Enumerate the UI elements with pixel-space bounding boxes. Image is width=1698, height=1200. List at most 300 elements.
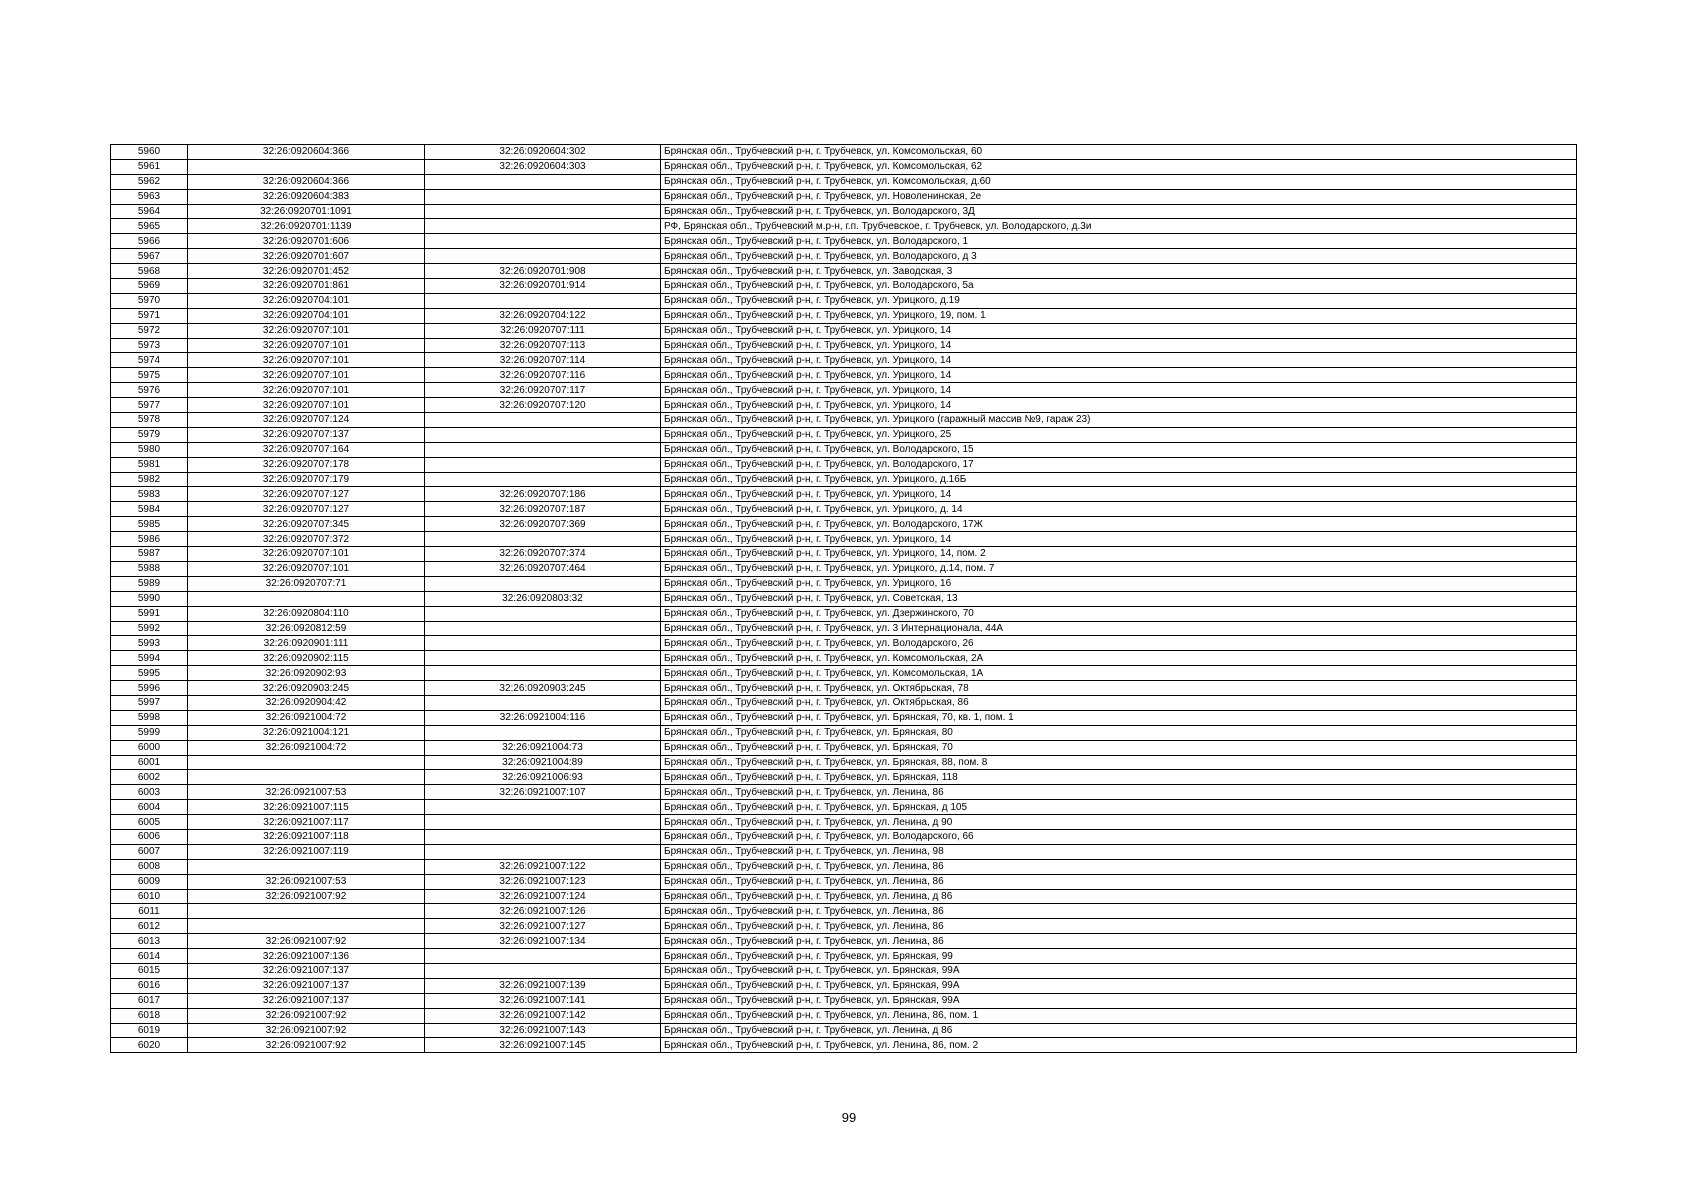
cadastral-number-land-cell: 32:26:0921007:92 xyxy=(188,1038,425,1053)
row-number-cell: 5963 xyxy=(111,189,188,204)
cadastral-number-land-cell: 32:26:0920707:124 xyxy=(188,413,425,428)
cadastral-number-object-cell: 32:26:0920707:113 xyxy=(425,338,661,353)
cadastral-number-object-cell: 32:26:0920707:116 xyxy=(425,368,661,383)
table-row xyxy=(111,234,1577,249)
cadastral-number-land-cell: 32:26:0920707:71 xyxy=(188,576,425,591)
row-number-cell: 6014 xyxy=(111,949,188,964)
cadastral-number-land-cell: 32:26:0920707:137 xyxy=(188,427,425,442)
table-row xyxy=(111,725,1577,740)
address-cell: Брянская обл., Трубчевский р-н, г. Трубчевск, ул. Ленина, 86 xyxy=(661,785,1577,800)
cadastral-number-object-cell: 32:26:0920707:114 xyxy=(425,353,661,368)
cadastral-number-land-cell: 32:26:0921007:92 xyxy=(188,934,425,949)
address-cell: Брянская обл., Трубчевский р-н, г. Трубчевск, ул. Октябрьская, 78 xyxy=(661,681,1577,696)
table-row xyxy=(111,145,1577,160)
cadastral-number-object-cell: 32:26:0921006:93 xyxy=(425,770,661,785)
cadastral-number-land-cell: 32:26:0920901:111 xyxy=(188,636,425,651)
table-row xyxy=(111,353,1577,368)
row-number-cell: 6000 xyxy=(111,740,188,755)
cadastral-number-land-cell xyxy=(188,770,425,785)
address-cell: Брянская обл., Трубчевский р-н, г. Трубчевск, ул. Ленина, 86 xyxy=(661,934,1577,949)
row-number-cell: 6007 xyxy=(111,844,188,859)
cadastral-number-object-cell: 32:26:0921007:143 xyxy=(425,1023,661,1038)
table-row xyxy=(111,844,1577,859)
row-number-cell: 6008 xyxy=(111,859,188,874)
cadastral-number-object-cell xyxy=(425,532,661,547)
row-number-cell: 5996 xyxy=(111,681,188,696)
table-row xyxy=(111,338,1577,353)
cadastral-number-object-cell xyxy=(425,963,661,978)
cadastral-number-land-cell: 32:26:0921007:53 xyxy=(188,874,425,889)
cadastral-number-land-cell xyxy=(188,159,425,174)
cadastral-number-land-cell xyxy=(188,859,425,874)
row-number-cell: 5984 xyxy=(111,502,188,517)
row-number-cell: 5975 xyxy=(111,368,188,383)
address-cell: Брянская обл., Трубчевский р-н, г. Трубчевск, ул. Урицкого, 16 xyxy=(661,576,1577,591)
cadastral-number-land-cell: 32:26:0920902:93 xyxy=(188,666,425,681)
cadastral-number-land-cell: 32:26:0920707:101 xyxy=(188,338,425,353)
address-cell: Брянская обл., Трубчевский р-н, г. Трубчевск, ул. Ленина, д 86 xyxy=(661,889,1577,904)
row-number-cell: 5962 xyxy=(111,174,188,189)
cadastral-number-object-cell xyxy=(425,651,661,666)
row-number-cell: 5964 xyxy=(111,204,188,219)
cadastral-number-land-cell: 32:26:0921007:92 xyxy=(188,1008,425,1023)
address-cell: РФ, Брянская обл., Трубчевский м.р-н, г.п. Трубчевское, г. Трубчевск, ул. Володарского, д.3и xyxy=(661,219,1577,234)
cadastral-number-land-cell: 32:26:0920604:383 xyxy=(188,189,425,204)
cadastral-number-object-cell: 32:26:0920707:186 xyxy=(425,487,661,502)
table-row xyxy=(111,904,1577,919)
cadastral-number-land-cell: 32:26:0920707:164 xyxy=(188,442,425,457)
address-cell: Брянская обл., Трубчевский р-н, г. Трубчевск, ул. Володарского, 1 xyxy=(661,234,1577,249)
address-cell: Брянская обл., Трубчевский р-н, г. Трубчевск, ул. Ленина, 86, пом. 1 xyxy=(661,1008,1577,1023)
address-cell: Брянская обл., Трубчевский р-н, г. Трубчевск, ул. Урицкого, д.19 xyxy=(661,293,1577,308)
table-row xyxy=(111,815,1577,830)
table-row xyxy=(111,978,1577,993)
cadastral-number-object-cell: 32:26:0921007:141 xyxy=(425,993,661,1008)
table-row xyxy=(111,264,1577,279)
cadastral-number-object-cell: 32:26:0921004:116 xyxy=(425,710,661,725)
cadastral-number-object-cell: 32:26:0921007:145 xyxy=(425,1038,661,1053)
cadastral-number-land-cell: 32:26:0920902:115 xyxy=(188,651,425,666)
cadastral-number-land-cell: 32:26:0920701:452 xyxy=(188,264,425,279)
cadastral-number-object-cell: 32:26:0920707:464 xyxy=(425,561,661,576)
table-row xyxy=(111,755,1577,770)
cadastral-number-object-cell xyxy=(425,636,661,651)
row-number-cell: 6017 xyxy=(111,993,188,1008)
row-number-cell: 5982 xyxy=(111,472,188,487)
cadastral-number-object-cell: 32:26:0920604:302 xyxy=(425,145,661,160)
table-row xyxy=(111,770,1577,785)
row-number-cell: 5972 xyxy=(111,323,188,338)
table-row xyxy=(111,666,1577,681)
row-number-cell: 5989 xyxy=(111,576,188,591)
cadastral-number-land-cell: 32:26:0921007:115 xyxy=(188,800,425,815)
row-number-cell: 5978 xyxy=(111,413,188,428)
table-row xyxy=(111,576,1577,591)
address-cell: Брянская обл., Трубчевский р-н, г. Трубчевск, ул. Урицкого, д. 14 xyxy=(661,502,1577,517)
cadastral-number-land-cell: 32:26:0920707:101 xyxy=(188,368,425,383)
table-row xyxy=(111,1008,1577,1023)
row-number-cell: 5969 xyxy=(111,279,188,294)
row-number-cell: 5992 xyxy=(111,621,188,636)
cadastral-number-land-cell: 32:26:0920707:101 xyxy=(188,561,425,576)
row-number-cell: 6016 xyxy=(111,978,188,993)
cadastral-number-object-cell xyxy=(425,234,661,249)
cadastral-number-object-cell: 32:26:0920704:122 xyxy=(425,308,661,323)
cadastral-number-land-cell: 32:26:0921007:118 xyxy=(188,829,425,844)
cadastral-number-land-cell: 32:26:0920903:245 xyxy=(188,681,425,696)
row-number-cell: 5994 xyxy=(111,651,188,666)
row-number-cell: 5998 xyxy=(111,710,188,725)
cadastral-number-object-cell xyxy=(425,844,661,859)
row-number-cell: 5967 xyxy=(111,249,188,264)
table-row xyxy=(111,681,1577,696)
address-cell: Брянская обл., Трубчевский р-н, г. Трубчевск, ул. Володарского, 5а xyxy=(661,279,1577,294)
address-cell: Брянская обл., Трубчевский р-н, г. Трубчевск, ул. Урицкого, д.16Б xyxy=(661,472,1577,487)
table-row xyxy=(111,413,1577,428)
address-cell: Брянская обл., Трубчевский р-н, г. Трубчевск, ул. Ленина, 86 xyxy=(661,904,1577,919)
address-cell: Брянская обл., Трубчевский р-н, г. Трубчевск, ул. Урицкого, 14 xyxy=(661,353,1577,368)
table-row xyxy=(111,561,1577,576)
table-row xyxy=(111,383,1577,398)
cadastral-number-land-cell: 32:26:0921007:53 xyxy=(188,785,425,800)
address-cell: Брянская обл., Трубчевский р-н, г. Трубчевск, ул. Ленина, 98 xyxy=(661,844,1577,859)
cadastral-number-land-cell: 32:26:0920707:127 xyxy=(188,502,425,517)
table-row xyxy=(111,874,1577,889)
table-row xyxy=(111,993,1577,1008)
address-cell: Брянская обл., Трубчевский р-н, г. Трубчевск, ул. Урицкого, 14 xyxy=(661,532,1577,547)
cadastral-number-object-cell xyxy=(425,725,661,740)
table-row xyxy=(111,427,1577,442)
cadastral-number-land-cell: 32:26:0920701:1139 xyxy=(188,219,425,234)
address-cell: Брянская обл., Трубчевский р-н, г. Трубчевск, ул. Брянская, 99А xyxy=(661,978,1577,993)
table-row xyxy=(111,308,1577,323)
address-cell: Брянская обл., Трубчевский р-н, г. Трубчевск, ул. 3 Интернационала, 44А xyxy=(661,621,1577,636)
table-row xyxy=(111,249,1577,264)
row-number-cell: 6003 xyxy=(111,785,188,800)
row-number-cell: 5993 xyxy=(111,636,188,651)
row-number-cell: 6009 xyxy=(111,874,188,889)
cadastral-number-object-cell xyxy=(425,442,661,457)
table-row xyxy=(111,442,1577,457)
registry-table-body xyxy=(111,145,1577,1053)
row-number-cell: 6004 xyxy=(111,800,188,815)
table-row xyxy=(111,710,1577,725)
cadastral-number-land-cell xyxy=(188,755,425,770)
cadastral-number-object-cell xyxy=(425,695,661,710)
cadastral-number-object-cell xyxy=(425,174,661,189)
row-number-cell: 5995 xyxy=(111,666,188,681)
address-cell: Брянская обл., Трубчевский р-н, г. Трубчевск, ул. Брянская, 99 xyxy=(661,949,1577,964)
row-number-cell: 5986 xyxy=(111,532,188,547)
table-row xyxy=(111,621,1577,636)
address-cell: Брянская обл., Трубчевский р-н, г. Трубчевск, ул. Володарского, 17 xyxy=(661,457,1577,472)
table-row xyxy=(111,532,1577,547)
cadastral-number-object-cell: 32:26:0921007:107 xyxy=(425,785,661,800)
cadastral-number-land-cell: 32:26:0921007:137 xyxy=(188,993,425,1008)
cadastral-number-land-cell: 32:26:0920707:101 xyxy=(188,383,425,398)
row-number-cell: 5991 xyxy=(111,606,188,621)
cadastral-number-object-cell: 32:26:0921004:89 xyxy=(425,755,661,770)
address-cell: Брянская обл., Трубчевский р-н, г. Трубчевск, ул. Брянская, 99А xyxy=(661,963,1577,978)
address-cell: Брянская обл., Трубчевский р-н, г. Трубчевск, ул. Ленина, д 86 xyxy=(661,1023,1577,1038)
cadastral-number-land-cell: 32:26:0920701:606 xyxy=(188,234,425,249)
cadastral-number-land-cell: 32:26:0920707:178 xyxy=(188,457,425,472)
cadastral-number-land-cell: 32:26:0920701:607 xyxy=(188,249,425,264)
address-cell: Брянская обл., Трубчевский р-н, г. Трубчевск, ул. Володарского, 26 xyxy=(661,636,1577,651)
row-number-cell: 5973 xyxy=(111,338,188,353)
row-number-cell: 5968 xyxy=(111,264,188,279)
cadastral-number-land-cell: 32:26:0921007:136 xyxy=(188,949,425,964)
cadastral-number-land-cell: 32:26:0921004:72 xyxy=(188,740,425,755)
row-number-cell: 6010 xyxy=(111,889,188,904)
cadastral-number-object-cell xyxy=(425,800,661,815)
cadastral-number-land-cell: 32:26:0921007:92 xyxy=(188,1023,425,1038)
row-number-cell: 5997 xyxy=(111,695,188,710)
cadastral-number-land-cell: 32:26:0920701:861 xyxy=(188,279,425,294)
address-cell: Брянская обл., Трубчевский р-н, г. Трубчевск, ул. Дзержинского, 70 xyxy=(661,606,1577,621)
table-row xyxy=(111,591,1577,606)
cadastral-number-land-cell: 32:26:0921007:137 xyxy=(188,963,425,978)
table-row xyxy=(111,695,1577,710)
table-row xyxy=(111,487,1577,502)
cadastral-number-object-cell: 32:26:0921007:124 xyxy=(425,889,661,904)
cadastral-number-object-cell: 32:26:0920707:120 xyxy=(425,398,661,413)
cadastral-number-object-cell xyxy=(425,204,661,219)
table-row xyxy=(111,889,1577,904)
row-number-cell: 5983 xyxy=(111,487,188,502)
cadastral-number-land-cell: 32:26:0920804:110 xyxy=(188,606,425,621)
address-cell: Брянская обл., Трубчевский р-н, г. Трубчевск, ул. Брянская, 88, пом. 8 xyxy=(661,755,1577,770)
table-row xyxy=(111,800,1577,815)
row-number-cell: 5966 xyxy=(111,234,188,249)
cadastral-number-land-cell: 32:26:0921007:92 xyxy=(188,889,425,904)
table-row xyxy=(111,189,1577,204)
row-number-cell: 5976 xyxy=(111,383,188,398)
row-number-cell: 5977 xyxy=(111,398,188,413)
row-number-cell: 6013 xyxy=(111,934,188,949)
cadastral-number-land-cell: 32:26:0921004:72 xyxy=(188,710,425,725)
row-number-cell: 5988 xyxy=(111,561,188,576)
address-cell: Брянская обл., Трубчевский р-н, г. Трубчевск, ул. Брянская, 80 xyxy=(661,725,1577,740)
table-row xyxy=(111,934,1577,949)
table-row xyxy=(111,651,1577,666)
address-cell: Брянская обл., Трубчевский р-н, г. Трубчевск, ул. Урицкого (гаражный массив №9, гараж 23) xyxy=(661,413,1577,428)
cadastral-number-land-cell: 32:26:0921007:119 xyxy=(188,844,425,859)
address-cell: Брянская обл., Трубчевский р-н, г. Трубчевск, ул. Володарского, 17Ж xyxy=(661,517,1577,532)
cadastral-number-object-cell: 32:26:0921004:73 xyxy=(425,740,661,755)
row-number-cell: 6001 xyxy=(111,755,188,770)
cadastral-number-land-cell: 32:26:0920707:372 xyxy=(188,532,425,547)
row-number-cell: 5980 xyxy=(111,442,188,457)
table-row xyxy=(111,174,1577,189)
cadastral-number-object-cell: 32:26:0920803:32 xyxy=(425,591,661,606)
row-number-cell: 6015 xyxy=(111,963,188,978)
table-row xyxy=(111,204,1577,219)
cadastral-number-object-cell xyxy=(425,815,661,830)
cadastral-number-land-cell: 32:26:0920707:101 xyxy=(188,353,425,368)
cadastral-number-land-cell: 32:26:0920707:127 xyxy=(188,487,425,502)
address-cell: Брянская обл., Трубчевский р-н, г. Трубчевск, ул. Комсомольская, 2А xyxy=(661,651,1577,666)
table-row xyxy=(111,472,1577,487)
row-number-cell: 5990 xyxy=(111,591,188,606)
cadastral-number-object-cell: 32:26:0921007:142 xyxy=(425,1008,661,1023)
address-cell: Брянская обл., Трубчевский р-н, г. Трубчевск, ул. Володарского, 66 xyxy=(661,829,1577,844)
cadastral-number-object-cell: 32:26:0921007:126 xyxy=(425,904,661,919)
table-row xyxy=(111,919,1577,934)
cadastral-number-object-cell xyxy=(425,666,661,681)
cadastral-number-object-cell xyxy=(425,949,661,964)
cadastral-number-object-cell: 32:26:0920707:117 xyxy=(425,383,661,398)
cadastral-number-object-cell: 32:26:0920707:374 xyxy=(425,547,661,562)
cadastral-number-object-cell xyxy=(425,249,661,264)
address-cell: Брянская обл., Трубчевский р-н, г. Трубчевск, ул. Урицкого, 14 xyxy=(661,368,1577,383)
address-cell: Брянская обл., Трубчевский р-н, г. Трубчевск, ул. Брянская, 118 xyxy=(661,770,1577,785)
table-row xyxy=(111,1038,1577,1053)
cadastral-number-object-cell xyxy=(425,472,661,487)
address-cell: Брянская обл., Трубчевский р-н, г. Трубчевск, ул. Комсомольская, 62 xyxy=(661,159,1577,174)
address-cell: Брянская обл., Трубчевский р-н, г. Трубчевск, ул. Брянская, 70 xyxy=(661,740,1577,755)
table-row xyxy=(111,963,1577,978)
table-row xyxy=(111,859,1577,874)
cadastral-number-object-cell: 32:26:0920604:303 xyxy=(425,159,661,174)
cadastral-number-object-cell: 32:26:0921007:127 xyxy=(425,919,661,934)
row-number-cell: 5981 xyxy=(111,457,188,472)
cadastral-number-object-cell xyxy=(425,576,661,591)
table-row xyxy=(111,323,1577,338)
table-row xyxy=(111,949,1577,964)
row-number-cell: 5965 xyxy=(111,219,188,234)
row-number-cell: 6002 xyxy=(111,770,188,785)
address-cell: Брянская обл., Трубчевский р-н, г. Трубчевск, ул. Ленина, 86 xyxy=(661,919,1577,934)
cadastral-number-land-cell xyxy=(188,919,425,934)
cadastral-number-land-cell: 32:26:0920707:101 xyxy=(188,398,425,413)
address-cell: Брянская обл., Трубчевский р-н, г. Трубчевск, ул. Урицкого, 14 xyxy=(661,323,1577,338)
row-number-cell: 5979 xyxy=(111,427,188,442)
cadastral-number-object-cell: 32:26:0920701:914 xyxy=(425,279,661,294)
table-row xyxy=(111,785,1577,800)
cadastral-number-land-cell: 32:26:0920701:1091 xyxy=(188,204,425,219)
table-row xyxy=(111,398,1577,413)
row-number-cell: 6006 xyxy=(111,829,188,844)
address-cell: Брянская обл., Трубчевский р-н, г. Трубчевск, ул. Урицкого, 14, пом. 2 xyxy=(661,547,1577,562)
cadastral-number-land-cell: 32:26:0920704:101 xyxy=(188,308,425,323)
table-row xyxy=(111,293,1577,308)
cadastral-number-land-cell: 32:26:0921007:137 xyxy=(188,978,425,993)
address-cell: Брянская обл., Трубчевский р-н, г. Трубчевск, ул. Комсомольская, д.60 xyxy=(661,174,1577,189)
address-cell: Брянская обл., Трубчевский р-н, г. Трубчевск, ул. Ленина, 86 xyxy=(661,859,1577,874)
row-number-cell: 6011 xyxy=(111,904,188,919)
address-cell: Брянская обл., Трубчевский р-н, г. Трубчевск, ул. Заводская, 3 xyxy=(661,264,1577,279)
address-cell: Брянская обл., Трубчевский р-н, г. Трубчевск, ул. Урицкого, 14 xyxy=(661,338,1577,353)
table-row xyxy=(111,636,1577,651)
address-cell: Брянская обл., Трубчевский р-н, г. Трубчевск, ул. Урицкого, 19, пом. 1 xyxy=(661,308,1577,323)
address-cell: Брянская обл., Трубчевский р-н, г. Трубчевск, ул. Урицкого, 14 xyxy=(661,383,1577,398)
cadastral-number-land-cell: 32:26:0920904:42 xyxy=(188,695,425,710)
cadastral-number-land-cell: 32:26:0920604:366 xyxy=(188,174,425,189)
address-cell: Брянская обл., Трубчевский р-н, г. Трубчевск, ул. Ленина, 86 xyxy=(661,874,1577,889)
address-cell: Брянская обл., Трубчевский р-н, г. Трубчевск, ул. Урицкого, 25 xyxy=(661,427,1577,442)
table-row xyxy=(111,159,1577,174)
cadastral-number-land-cell xyxy=(188,904,425,919)
cadastral-number-land-cell: 32:26:0920707:101 xyxy=(188,547,425,562)
row-number-cell: 5970 xyxy=(111,293,188,308)
cadastral-number-object-cell: 32:26:0921007:134 xyxy=(425,934,661,949)
row-number-cell: 6020 xyxy=(111,1038,188,1053)
table-row xyxy=(111,219,1577,234)
address-cell: Брянская обл., Трубчевский р-н, г. Трубчевск, ул. Советская, 13 xyxy=(661,591,1577,606)
table-row xyxy=(111,606,1577,621)
row-number-cell: 6005 xyxy=(111,815,188,830)
cadastral-number-object-cell: 32:26:0921007:139 xyxy=(425,978,661,993)
cadastral-number-land-cell: 32:26:0920707:101 xyxy=(188,323,425,338)
address-cell: Брянская обл., Трубчевский р-н, г. Трубчевск, ул. Комсомольская, 1А xyxy=(661,666,1577,681)
cadastral-number-object-cell: 32:26:0920701:908 xyxy=(425,264,661,279)
table-row xyxy=(111,547,1577,562)
table-row xyxy=(111,1023,1577,1038)
row-number-cell: 5999 xyxy=(111,725,188,740)
row-number-cell: 5961 xyxy=(111,159,188,174)
cadastral-number-object-cell xyxy=(425,293,661,308)
address-cell: Брянская обл., Трубчевский р-н, г. Трубчевск, ул. Ленина, 86, пом. 2 xyxy=(661,1038,1577,1053)
address-cell: Брянская обл., Трубчевский р-н, г. Трубчевск, ул. Новоленинская, 2е xyxy=(661,189,1577,204)
cadastral-number-object-cell: 32:26:0921007:122 xyxy=(425,859,661,874)
cadastral-number-object-cell xyxy=(425,457,661,472)
row-number-cell: 6018 xyxy=(111,1008,188,1023)
address-cell: Брянская обл., Трубчевский р-н, г. Трубчевск, ул. Урицкого, д.14, пом. 7 xyxy=(661,561,1577,576)
cadastral-number-land-cell: 32:26:0920707:345 xyxy=(188,517,425,532)
cadastral-number-land-cell: 32:26:0920812:59 xyxy=(188,621,425,636)
cadastral-number-land-cell: 32:26:0920604:366 xyxy=(188,145,425,160)
row-number-cell: 5971 xyxy=(111,308,188,323)
address-cell: Брянская обл., Трубчевский р-н, г. Трубчевск, ул. Брянская, 70, кв. 1, пом. 1 xyxy=(661,710,1577,725)
table-row xyxy=(111,740,1577,755)
cadastral-number-object-cell xyxy=(425,427,661,442)
address-cell: Брянская обл., Трубчевский р-н, г. Трубчевск, ул. Брянская, д 105 xyxy=(661,800,1577,815)
address-cell: Брянская обл., Трубчевский р-н, г. Трубчевск, ул. Урицкого, 14 xyxy=(661,398,1577,413)
table-row xyxy=(111,829,1577,844)
cadastral-number-land-cell: 32:26:0920707:179 xyxy=(188,472,425,487)
address-cell: Брянская обл., Трубчевский р-н, г. Трубчевск, ул. Комсомольская, 60 xyxy=(661,145,1577,160)
cadastral-number-object-cell: 32:26:0920707:369 xyxy=(425,517,661,532)
cadastral-number-object-cell xyxy=(425,621,661,636)
registry-table xyxy=(110,144,1577,1053)
address-cell: Брянская обл., Трубчевский р-н, г. Трубчевск, ул. Володарского, 15 xyxy=(661,442,1577,457)
table-row xyxy=(111,368,1577,383)
row-number-cell: 6012 xyxy=(111,919,188,934)
cadastral-number-object-cell: 32:26:0920707:111 xyxy=(425,323,661,338)
address-cell: Брянская обл., Трубчевский р-н, г. Трубчевск, ул. Володарского, д 3 xyxy=(661,249,1577,264)
row-number-cell: 5974 xyxy=(111,353,188,368)
page-number: 99 xyxy=(841,1110,857,1125)
row-number-cell: 5985 xyxy=(111,517,188,532)
cadastral-number-land-cell: 32:26:0920704:101 xyxy=(188,293,425,308)
cadastral-number-object-cell: 32:26:0921007:123 xyxy=(425,874,661,889)
cadastral-number-object-cell: 32:26:0920707:187 xyxy=(425,502,661,517)
row-number-cell: 5987 xyxy=(111,547,188,562)
row-number-cell: 5960 xyxy=(111,145,188,160)
cadastral-number-object-cell xyxy=(425,219,661,234)
cadastral-number-object-cell xyxy=(425,189,661,204)
address-cell: Брянская обл., Трубчевский р-н, г. Трубчевск, ул. Брянская, 99А xyxy=(661,993,1577,1008)
cadastral-number-object-cell xyxy=(425,829,661,844)
row-number-cell: 6019 xyxy=(111,1023,188,1038)
table-row xyxy=(111,279,1577,294)
cadastral-number-object-cell: 32:26:0920903:245 xyxy=(425,681,661,696)
table-row xyxy=(111,517,1577,532)
cadastral-number-land-cell xyxy=(188,591,425,606)
table-row xyxy=(111,502,1577,517)
cadastral-number-object-cell xyxy=(425,606,661,621)
